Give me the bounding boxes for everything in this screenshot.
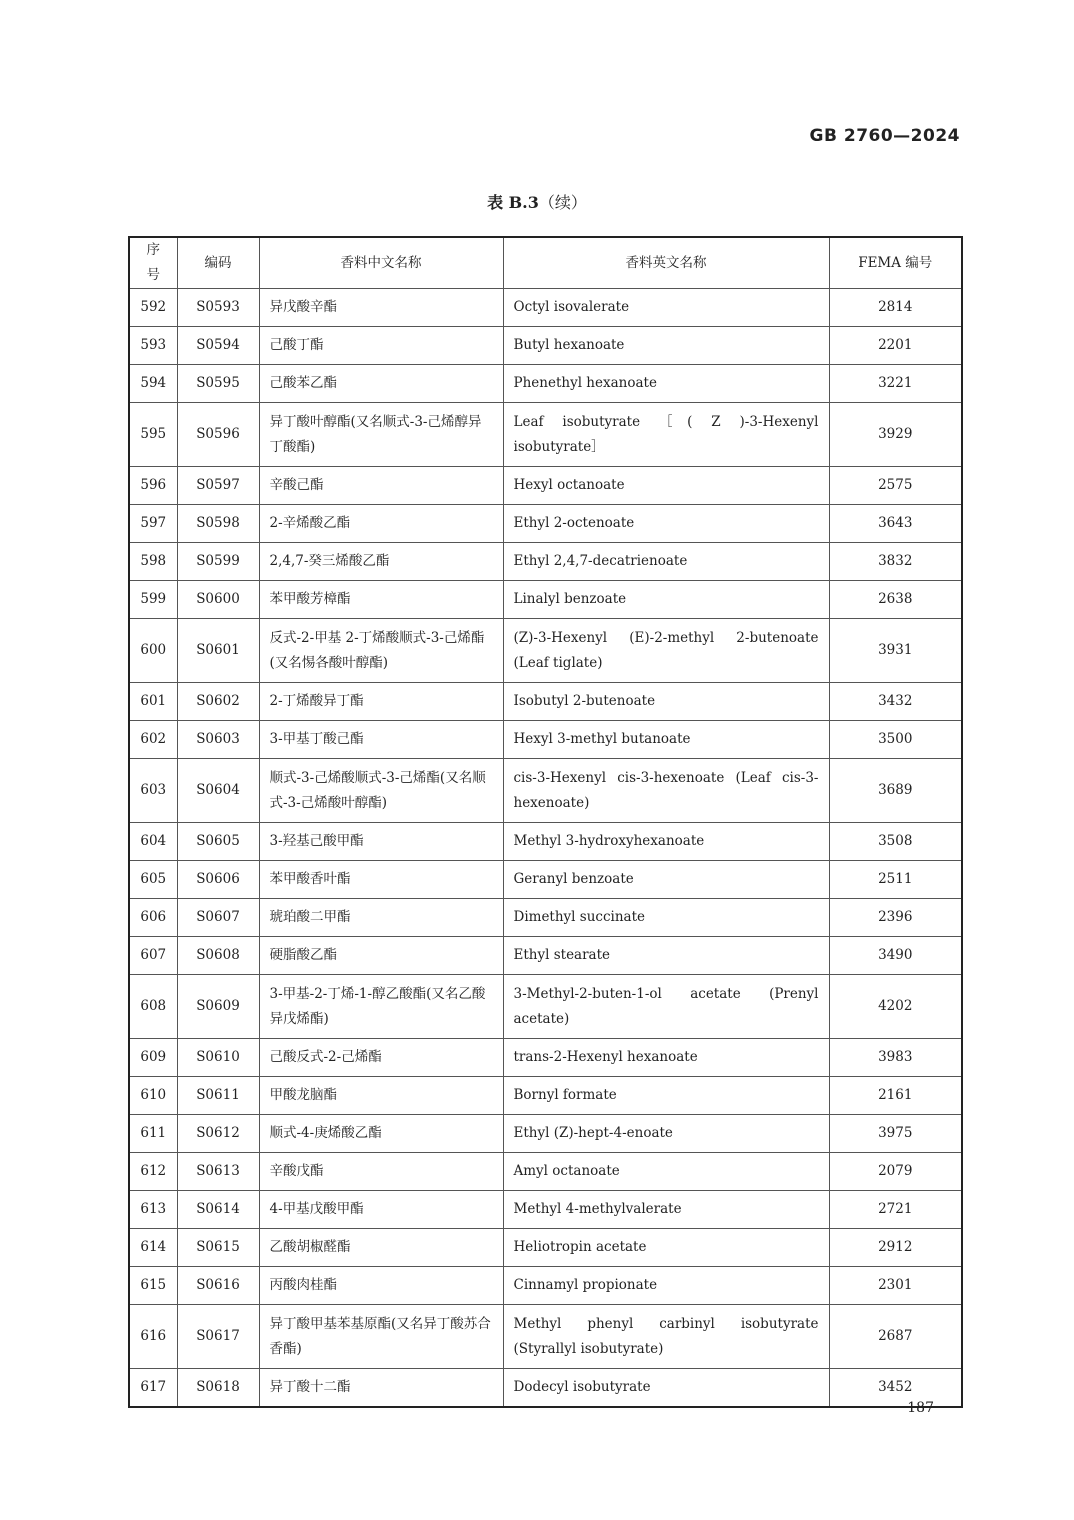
- cell-code: S0597: [177, 467, 259, 505]
- table-row: [129, 823, 962, 861]
- cell-code: S0617: [177, 1305, 259, 1369]
- table-row: [129, 1077, 962, 1115]
- cell-no: 606: [129, 899, 177, 937]
- cell-no: 617: [129, 1369, 177, 1408]
- cell-cn-name: 顺式-3-己烯酸顺式-3-己烯酯(又名顺式-3-己烯酸叶醇酯): [259, 759, 503, 823]
- cell-en-name: Heliotropin acetate: [503, 1229, 829, 1267]
- cell-code: S0600: [177, 581, 259, 619]
- cell-code: S0608: [177, 937, 259, 975]
- cell-en-name: 3-Methyl-2-buten-1-ol acetate (Prenyl acetate): [503, 975, 829, 1039]
- table-label: 表 B.3: [487, 193, 539, 212]
- cell-fema: 3929: [829, 403, 962, 467]
- cell-cn-name: 己酸苯乙酯: [259, 365, 503, 403]
- cell-fema: 3452: [829, 1369, 962, 1408]
- cell-fema: 2161: [829, 1077, 962, 1115]
- table-row: [129, 721, 962, 759]
- standard-code: GB 2760—2024: [809, 126, 960, 146]
- cell-en-name: Methyl 3-hydroxyhexanoate: [503, 823, 829, 861]
- cell-fema: 3221: [829, 365, 962, 403]
- cell-no: 598: [129, 543, 177, 581]
- cell-cn-name: 苯甲酸芳樟酯: [259, 581, 503, 619]
- cell-no: 592: [129, 289, 177, 327]
- cell-no: 609: [129, 1039, 177, 1077]
- cell-no: 613: [129, 1191, 177, 1229]
- cell-cn-name: 琥珀酸二甲酯: [259, 899, 503, 937]
- cell-en-name: Ethyl 2,4,7-decatrienoate: [503, 543, 829, 581]
- table-row: [129, 505, 962, 543]
- cell-fema: 2721: [829, 1191, 962, 1229]
- cell-en-name: Leaf isobutyrate ［( Z )-3-Hexenyl isobutyrate］: [503, 403, 829, 467]
- cell-code: S0603: [177, 721, 259, 759]
- cell-cn-name: 己酸丁酯: [259, 327, 503, 365]
- cell-no: 594: [129, 365, 177, 403]
- cell-fema: 3643: [829, 505, 962, 543]
- table-row: [129, 365, 962, 403]
- cell-cn-name: 辛酸己酯: [259, 467, 503, 505]
- table-row: [129, 1153, 962, 1191]
- cell-fema: 3689: [829, 759, 962, 823]
- cell-fema: 3432: [829, 683, 962, 721]
- cell-no: 602: [129, 721, 177, 759]
- col-header-en-name: 香料英文名称: [503, 237, 829, 289]
- cell-fema: 2396: [829, 899, 962, 937]
- cell-cn-name: 己酸反式-2-己烯酯: [259, 1039, 503, 1077]
- col-header-cn-name: 香料中文名称: [259, 237, 503, 289]
- cell-code: S0607: [177, 899, 259, 937]
- table-row: [129, 1191, 962, 1229]
- cell-no: 604: [129, 823, 177, 861]
- cell-cn-name: 硬脂酸乙酯: [259, 937, 503, 975]
- cell-en-name: Octyl isovalerate: [503, 289, 829, 327]
- cell-fema: 2638: [829, 581, 962, 619]
- cell-fema: 2575: [829, 467, 962, 505]
- cell-cn-name: 3-甲基丁酸己酯: [259, 721, 503, 759]
- cell-code: S0601: [177, 619, 259, 683]
- cell-code: S0606: [177, 861, 259, 899]
- table-row: [129, 543, 962, 581]
- cell-en-name: Isobutyl 2-butenoate: [503, 683, 829, 721]
- cell-no: 597: [129, 505, 177, 543]
- table-row: [129, 1229, 962, 1267]
- cell-en-name: Bornyl formate: [503, 1077, 829, 1115]
- cell-en-name: Dodecyl isobutyrate: [503, 1369, 829, 1408]
- table-row: [129, 619, 962, 683]
- cell-cn-name: 乙酸胡椒醛酯: [259, 1229, 503, 1267]
- cell-en-name: Phenethyl hexanoate: [503, 365, 829, 403]
- cell-cn-name: 辛酸戊酯: [259, 1153, 503, 1191]
- cell-fema: 2301: [829, 1267, 962, 1305]
- table-row: [129, 1369, 962, 1408]
- cell-no: 612: [129, 1153, 177, 1191]
- cell-cn-name: 丙酸肉桂酯: [259, 1267, 503, 1305]
- cell-fema: 4202: [829, 975, 962, 1039]
- cell-code: S0604: [177, 759, 259, 823]
- table-row: [129, 1039, 962, 1077]
- cell-cn-name: 苯甲酸香叶酯: [259, 861, 503, 899]
- table-row: [129, 467, 962, 505]
- cell-cn-name: 3-甲基-2-丁烯-1-醇乙酸酯(又名乙酸异戊烯酯): [259, 975, 503, 1039]
- cell-en-name: Hexyl octanoate: [503, 467, 829, 505]
- cell-cn-name: 异丁酸甲基苯基原酯(又名异丁酸苏合香酯): [259, 1305, 503, 1369]
- cell-en-name: Ethyl 2-octenoate: [503, 505, 829, 543]
- cell-fema: 2687: [829, 1305, 962, 1369]
- table-row: [129, 683, 962, 721]
- cell-cn-name: 2-丁烯酸异丁酯: [259, 683, 503, 721]
- table-row: [129, 327, 962, 365]
- cell-no: 599: [129, 581, 177, 619]
- cell-en-name: Butyl hexanoate: [503, 327, 829, 365]
- cell-no: 603: [129, 759, 177, 823]
- cell-en-name: trans-2-Hexenyl hexanoate: [503, 1039, 829, 1077]
- cell-en-name: Amyl octanoate: [503, 1153, 829, 1191]
- cell-cn-name: 异戊酸辛酯: [259, 289, 503, 327]
- cell-code: S0616: [177, 1267, 259, 1305]
- table-row: [129, 899, 962, 937]
- cell-en-name: Hexyl 3-methyl butanoate: [503, 721, 829, 759]
- cell-code: S0615: [177, 1229, 259, 1267]
- cell-no: 605: [129, 861, 177, 899]
- cell-en-name: Linalyl benzoate: [503, 581, 829, 619]
- table-row: [129, 937, 962, 975]
- table-row: [129, 581, 962, 619]
- col-header-code: 编码: [177, 237, 259, 289]
- cell-code: S0594: [177, 327, 259, 365]
- table-row: [129, 289, 962, 327]
- page-number: 187: [907, 1400, 934, 1416]
- cell-en-name: Dimethyl succinate: [503, 899, 829, 937]
- cell-code: S0605: [177, 823, 259, 861]
- cell-no: 596: [129, 467, 177, 505]
- cell-en-name: Cinnamyl propionate: [503, 1267, 829, 1305]
- cell-no: 611: [129, 1115, 177, 1153]
- cell-fema: 3500: [829, 721, 962, 759]
- cell-code: S0595: [177, 365, 259, 403]
- cell-cn-name: 甲酸龙脑酯: [259, 1077, 503, 1115]
- header-row: [129, 237, 962, 289]
- cell-fema: 3931: [829, 619, 962, 683]
- cell-no: 607: [129, 937, 177, 975]
- cell-cn-name: 异丁酸叶醇酯(又名顺式-3-己烯醇异丁酸酯): [259, 403, 503, 467]
- table-row: [129, 1115, 962, 1153]
- cell-no: 595: [129, 403, 177, 467]
- cell-code: S0593: [177, 289, 259, 327]
- cell-cn-name: 顺式-4-庚烯酸乙酯: [259, 1115, 503, 1153]
- cell-cn-name: 4-甲基戊酸甲酯: [259, 1191, 503, 1229]
- table-title: [0, 190, 1074, 213]
- cell-en-name: Methyl phenyl carbinyl isobutyrate (Styrallyl isobutyrate): [503, 1305, 829, 1369]
- cell-no: 608: [129, 975, 177, 1039]
- cell-fema: 3975: [829, 1115, 962, 1153]
- cell-no: 600: [129, 619, 177, 683]
- col-header-no: 序号: [129, 237, 177, 289]
- cell-no: 616: [129, 1305, 177, 1369]
- cell-cn-name: 2-辛烯酸乙酯: [259, 505, 503, 543]
- cell-code: S0613: [177, 1153, 259, 1191]
- cell-en-name: cis-3-Hexenyl cis-3-hexenoate (Leaf cis-3-hexenoate): [503, 759, 829, 823]
- table-row: [129, 861, 962, 899]
- cell-fema: 2912: [829, 1229, 962, 1267]
- cell-code: S0599: [177, 543, 259, 581]
- cell-en-name: Ethyl stearate: [503, 937, 829, 975]
- cell-code: S0602: [177, 683, 259, 721]
- cell-fema: 2511: [829, 861, 962, 899]
- cell-no: 614: [129, 1229, 177, 1267]
- cell-en-name: Ethyl (Z)-hept-4-enoate: [503, 1115, 829, 1153]
- table-suffix: （续）: [538, 193, 587, 212]
- cell-fema: 3832: [829, 543, 962, 581]
- flavor-table: [128, 236, 963, 1408]
- cell-en-name: Methyl 4-methylvalerate: [503, 1191, 829, 1229]
- cell-cn-name: 异丁酸十二酯: [259, 1369, 503, 1408]
- cell-no: 610: [129, 1077, 177, 1115]
- table-row: [129, 403, 962, 467]
- cell-code: S0612: [177, 1115, 259, 1153]
- cell-fema: 2079: [829, 1153, 962, 1191]
- cell-fema: 2201: [829, 327, 962, 365]
- table-row: [129, 1305, 962, 1369]
- cell-cn-name: 2,4,7-癸三烯酸乙酯: [259, 543, 503, 581]
- cell-cn-name: 反式-2-甲基 2-丁烯酸顺式-3-己烯酯(又名惕各酸叶醇酯): [259, 619, 503, 683]
- cell-en-name: (Z)-3-Hexenyl (E)-2-methyl 2-butenoate (Leaf tiglate): [503, 619, 829, 683]
- cell-fema: 3983: [829, 1039, 962, 1077]
- cell-code: S0609: [177, 975, 259, 1039]
- cell-code: S0618: [177, 1369, 259, 1408]
- cell-no: 601: [129, 683, 177, 721]
- cell-fema: 3508: [829, 823, 962, 861]
- cell-code: S0596: [177, 403, 259, 467]
- cell-fema: 2814: [829, 289, 962, 327]
- col-header-fema: FEMA 编号: [829, 237, 962, 289]
- table-row: [129, 759, 962, 823]
- cell-code: S0611: [177, 1077, 259, 1115]
- cell-code: S0614: [177, 1191, 259, 1229]
- cell-fema: 3490: [829, 937, 962, 975]
- cell-no: 593: [129, 327, 177, 365]
- table-row: [129, 975, 962, 1039]
- cell-cn-name: 3-羟基己酸甲酯: [259, 823, 503, 861]
- table-row: [129, 1267, 962, 1305]
- cell-no: 615: [129, 1267, 177, 1305]
- cell-code: S0598: [177, 505, 259, 543]
- cell-code: S0610: [177, 1039, 259, 1077]
- cell-en-name: Geranyl benzoate: [503, 861, 829, 899]
